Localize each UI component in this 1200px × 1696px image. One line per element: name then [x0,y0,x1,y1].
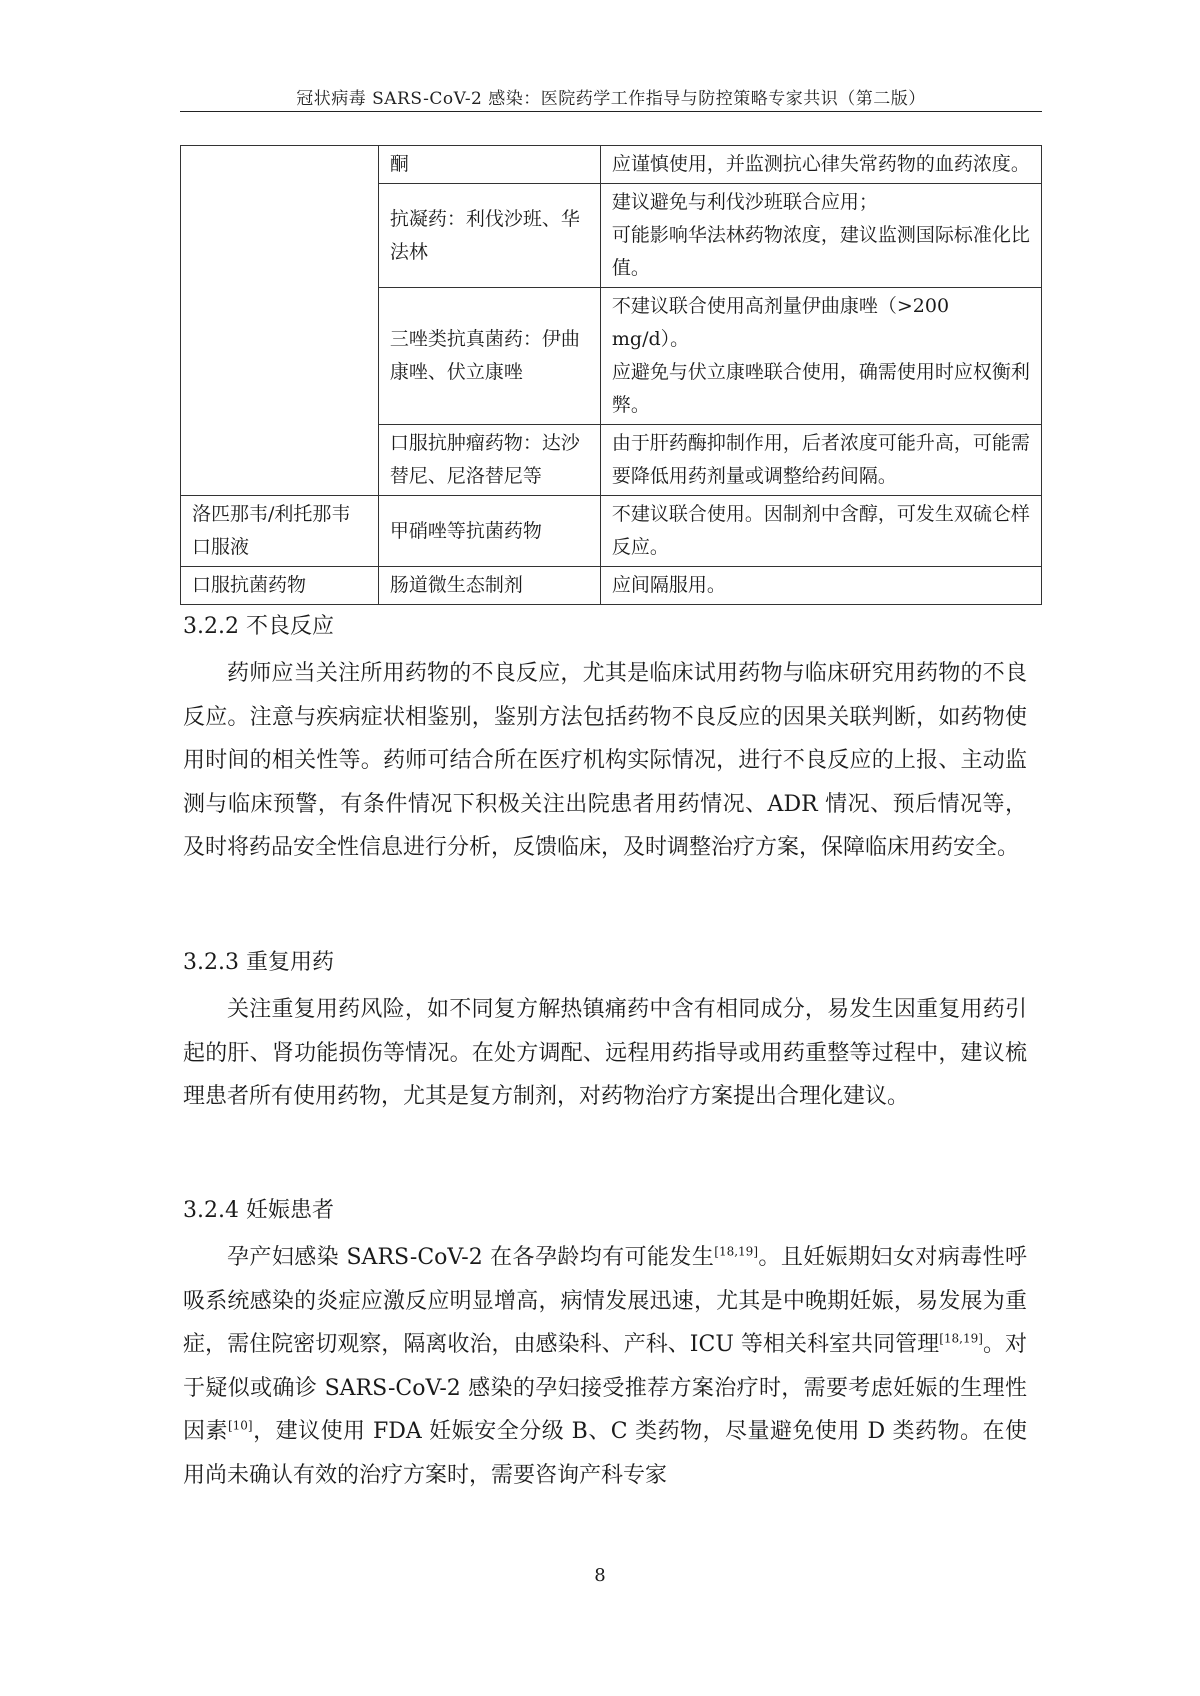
table-cell-drug-continued [181,146,379,496]
paragraph-text: 药师应当关注所用药物的不良反应，尤其是临床试用药物与临床研究用药物的不良反应。注意与疾病症状相鉴别，鉴别方法包括药物不良反应的因果关联判断，如药物使用时间的相关性等。药师可结合所在医疗机构实际情况，进行不良反应的上报、主动监测与临床预警，有条件情况下积极关注出院患者用药情况、ADR 情况、预后情况等，及时将药品安全性信息进行分析，反馈临床，及时调整治疗方案，保障临床用药安全。 [183,661,1027,860]
header-rule [180,111,1042,112]
table-cell-combined-drug: 肠道微生态制剂 [378,567,600,605]
table-cell-combined-drug: 酮 [378,146,600,184]
paragraph-duplicate-medication [183,988,1027,1119]
table-cell-drug: 口服抗菌药物 [181,567,379,605]
citation-ref: [18,19] [714,1244,758,1259]
page-number: 8 [594,1565,606,1586]
table-cell-recommendation: 不建议联合使用。因制剂中含醇，可发生双硫仑样反应。 [600,496,1041,567]
table-cell-recommendation: 应谨慎使用，并监测抗心律失常药物的血药浓度。 [600,146,1041,184]
table-cell-recommendation [600,288,1041,425]
table-cell-combined-drug: 口服抗肿瘤药物：达沙替尼、尼洛替尼等 [378,425,600,496]
recommendation-line: 可能影响华法林药物浓度，建议监测国际标准化比值。 [611,224,1030,279]
paragraph-adverse-reactions [183,652,1027,870]
paragraph-text: 关注重复用药风险，如不同复方解热镇痛药中含有相同成分，易发生因重复用药引起的肝、肾功能损伤等情况。在处方调配、远程用药指导或用药重整等过程中，建议梳理患者所有使用药物，尤其是复方制剂，对药物治疗方案提出合理化建议。 [183,997,1027,1109]
table-row [181,496,1042,567]
table-cell-combined-drug: 抗凝药：利伐沙班、华法林 [378,184,600,288]
paragraph-text-part: 。对于疑似或确诊 SARS-CoV-2 感染的孕妇接受推荐方案治疗时，需要考虑妊娠的生理性因素 [183,1332,1027,1444]
table-row [181,567,1042,605]
paragraph-text [183,1236,1027,1497]
drug-interaction-table [180,145,1042,605]
section-heading-adverse-reactions: 3.2.2 不良反应 [183,614,334,639]
table-cell-recommendation: 应间隔服用。 [600,567,1041,605]
paragraph-text-part: ，建议使用 FDA 妊娠安全分级 B、C 类药物，尽量避免使用 D 类药物。在使用尚未确认有效的治疗方案时，需要咨询产科专家 [183,1419,1027,1488]
citation-ref: [18,19] [939,1331,983,1346]
running-header: 冠状病毒 SARS-CoV-2 感染：医院药学工作指导与防控策略专家共识（第二版） [296,89,926,109]
section-heading-duplicate-medication: 3.2.3 重复用药 [183,950,334,975]
recommendation-line: 不建议联合使用高剂量伊曲康唑（>200 mg/d）。 [611,295,950,350]
table-cell-recommendation [600,184,1041,288]
recommendation-line: 建议避免与利伐沙班联合应用； [611,191,878,213]
table-cell-combined-drug: 三唑类抗真菌药：伊曲康唑、伏立康唑 [378,288,600,425]
paragraph-text-part: 孕产妇感染 SARS-CoV-2 在各孕龄均有可能发生 [227,1245,715,1270]
table-cell-drug: 洛匹那韦/利托那韦口服液 [181,496,379,567]
recommendation-line: 应避免与伏立康唑联合使用，确需使用时应权衡利弊。 [611,361,1030,416]
paragraph-pregnant-patients [183,1236,1027,1497]
table-row [181,146,1042,184]
section-heading-pregnant-patients: 3.2.4 妊娠患者 [183,1198,334,1223]
table-cell-recommendation: 由于肝药酶抑制作用，后者浓度可能升高，可能需要降低用药剂量或调整给药间隔。 [600,425,1041,496]
table-cell-combined-drug: 甲硝唑等抗菌药物 [378,496,600,567]
citation-ref: [10] [227,1418,253,1433]
paragraph-text-part: 。且妊娠期妇女对病毒性呼吸系统感染的炎症应激反应明显增高，病情发展迅速，尤其是中晚期妊娠，易发展为重症，需住院密切观察，隔离收治，由感染科、产科、ICU 等相关科室共同管理 [183,1245,1027,1357]
